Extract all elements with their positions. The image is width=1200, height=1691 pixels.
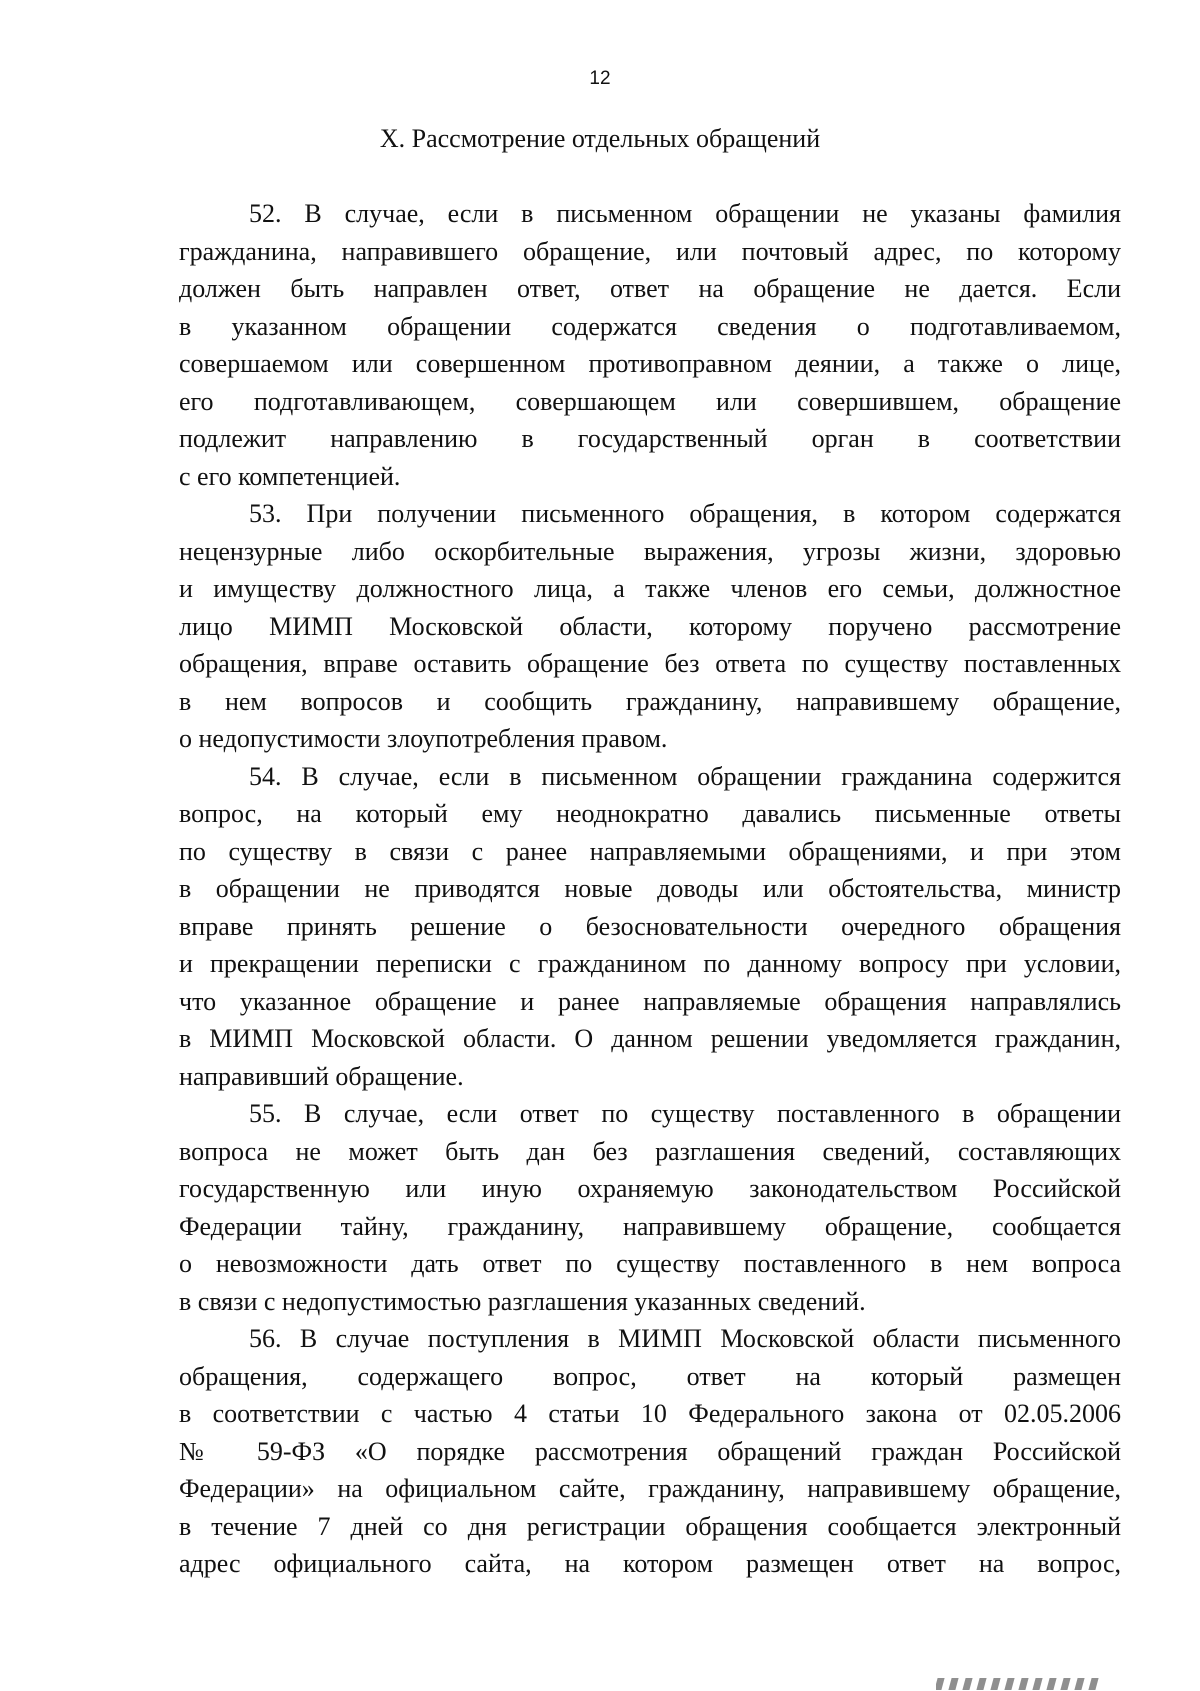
paragraph-line (179, 870, 1121, 908)
paragraph-line (179, 308, 1121, 346)
paragraph-line-text: совершаемом или совершенном противоправном деянии, а также о лице, (179, 349, 1121, 378)
paragraph-line-text: вправе принять решение о безосновательности очередного обращения (179, 911, 1121, 941)
paragraph-line (179, 1095, 1121, 1133)
paragraph-line-text: в обращении не приводятся новые доводы или обстоятельства, министр (179, 874, 1121, 903)
paragraph-line (179, 1320, 1121, 1358)
paragraph-line (179, 495, 1121, 533)
paragraph-line (179, 533, 1121, 571)
paragraph-line (179, 1020, 1121, 1058)
paragraph-line (179, 1433, 1121, 1471)
paragraph-line (179, 1133, 1121, 1171)
paragraph-line-text: нецензурные либо оскорбительные выражения, угрозы жизни, здоровью (179, 536, 1121, 566)
paragraph-line (179, 345, 1121, 383)
paragraph-line (179, 570, 1121, 608)
paragraph-52 (179, 195, 1121, 495)
document-body (179, 195, 1121, 1583)
paragraph-line-text: в соответствии с частью 4 статьи 10 Федерального закона от 02.05.2006 (179, 1399, 1121, 1428)
paragraph-line-text: Федерации тайну, гражданину, направившему обращение, сообщается (179, 1211, 1121, 1241)
paragraph-line-text: в течение 7 дней со дня регистрации обращения сообщается электронный (179, 1511, 1121, 1541)
paragraph-line-text: в нем вопросов и сообщить гражданину, направившему обращение, (179, 686, 1121, 716)
paragraph-line-text: 53. При получении письменного обращения, в котором содержатся (249, 499, 1121, 528)
paragraph-line-text: в указанном обращении содержатся сведения о подготавливаемом, (179, 311, 1121, 341)
paragraph-line-text: его подготавливающем, совершающем или совершившем, обращение (179, 386, 1121, 416)
paragraph-line (179, 1170, 1121, 1208)
footer-scan-mark (936, 1677, 1122, 1691)
paragraph-line-text: 56. В случае поступления в МИМП Московской области письменного (249, 1324, 1121, 1353)
paragraph-line (179, 795, 1121, 833)
paragraph-line (179, 1545, 1121, 1583)
paragraph-line-text: что указанное обращение и ранее направляемые обращения направлялись (179, 986, 1121, 1016)
paragraph-line-text: направивший обращение. (179, 1061, 464, 1091)
paragraph-line-text: в МИМП Московской области. О данном решении уведомляется гражданин, (179, 1024, 1121, 1053)
paragraph-line-text: 55. В случае, если ответ по существу поставленного в обращении (249, 1099, 1121, 1128)
paragraph-line (179, 833, 1121, 871)
paragraph-line (179, 1283, 1121, 1321)
paragraph-55 (179, 1095, 1121, 1320)
paragraph-line (179, 908, 1121, 946)
paragraph-line (179, 720, 1121, 758)
paragraph-line (179, 383, 1121, 421)
paragraph-line-text: обращения, содержащего вопрос, ответ на который размещен (179, 1361, 1121, 1391)
paragraph-line-text: о недопустимости злоупотребления правом. (179, 724, 668, 753)
paragraph-line (179, 645, 1121, 683)
paragraph-line (179, 1208, 1121, 1246)
paragraph-line-text: лицо МИМП Московской области, которому поручено рассмотрение (179, 611, 1121, 641)
paragraph-line-text: государственную или иную охраняемую законодательством Российской (179, 1174, 1121, 1203)
paragraph-line-text: 54. В случае, если в письменном обращении гражданина содержится (249, 761, 1121, 791)
paragraph-line-text: по существу в связи с ранее направляемыми обращениями, и при этом (179, 836, 1121, 866)
paragraph-53 (179, 495, 1121, 758)
paragraph-line-text: с его компетенцией. (179, 461, 401, 491)
paragraph-line (179, 1358, 1121, 1396)
paragraph-line (179, 1395, 1121, 1433)
paragraph-line-text: гражданина, направившего обращение, или почтовый адрес, по которому (179, 236, 1121, 266)
paragraph-line (179, 758, 1121, 796)
paragraph-line-text: обращения, вправе оставить обращение без ответа по существу поставленных (179, 649, 1121, 678)
paragraph-line-text: № 59-ФЗ «О порядке рассмотрения обращений граждан Российской (179, 1436, 1121, 1466)
paragraph-line (179, 945, 1121, 983)
page-number: 12 (589, 68, 611, 89)
paragraph-line-text: 52. В случае, если в письменном обращении не указаны фамилия (249, 199, 1121, 228)
paragraph-line (179, 195, 1121, 233)
paragraph-line-text: вопрос, на который ему неоднократно давались письменные ответы (179, 799, 1121, 828)
section-heading: X. Рассмотрение отдельных обращений (379, 124, 821, 153)
paragraph-line (179, 1245, 1121, 1283)
paragraph-line-text: и прекращении переписки с гражданином по данному вопросу при условии, (179, 949, 1121, 978)
paragraph-line (179, 270, 1121, 308)
paragraph-line (179, 1508, 1121, 1546)
paragraph-line-text: вопроса не может быть дан без разглашения сведений, составляющих (179, 1136, 1121, 1166)
paragraph-line-text: подлежит направлению в государственный орган в соответствии (179, 424, 1121, 453)
paragraph-line (179, 683, 1121, 721)
paragraph-line-text: о невозможности дать ответ по существу поставленного в нем вопроса (179, 1249, 1121, 1278)
paragraph-line (179, 458, 1121, 496)
paragraph-line-text: должен быть направлен ответ, ответ на обращение не дается. Если (179, 274, 1121, 303)
paragraph-line-text: и имуществу должностного лица, а также членов его семьи, должностное (179, 574, 1121, 603)
paragraph-line (179, 420, 1121, 458)
paragraph-line-text: Федерации» на официальном сайте, гражданину, направившему обращение, (179, 1474, 1121, 1503)
paragraph-line (179, 983, 1121, 1021)
paragraph-line (179, 233, 1121, 271)
paragraph-line-text: в связи с недопустимостью разглашения указанных сведений. (179, 1286, 866, 1316)
paragraph-line (179, 608, 1121, 646)
paragraph-line-text: адрес официального сайта, на котором размещен ответ на вопрос, (179, 1549, 1121, 1578)
paragraph-56 (179, 1320, 1121, 1583)
paragraph-54 (179, 758, 1121, 1096)
paragraph-line (179, 1058, 1121, 1096)
paragraph-line (179, 1470, 1121, 1508)
